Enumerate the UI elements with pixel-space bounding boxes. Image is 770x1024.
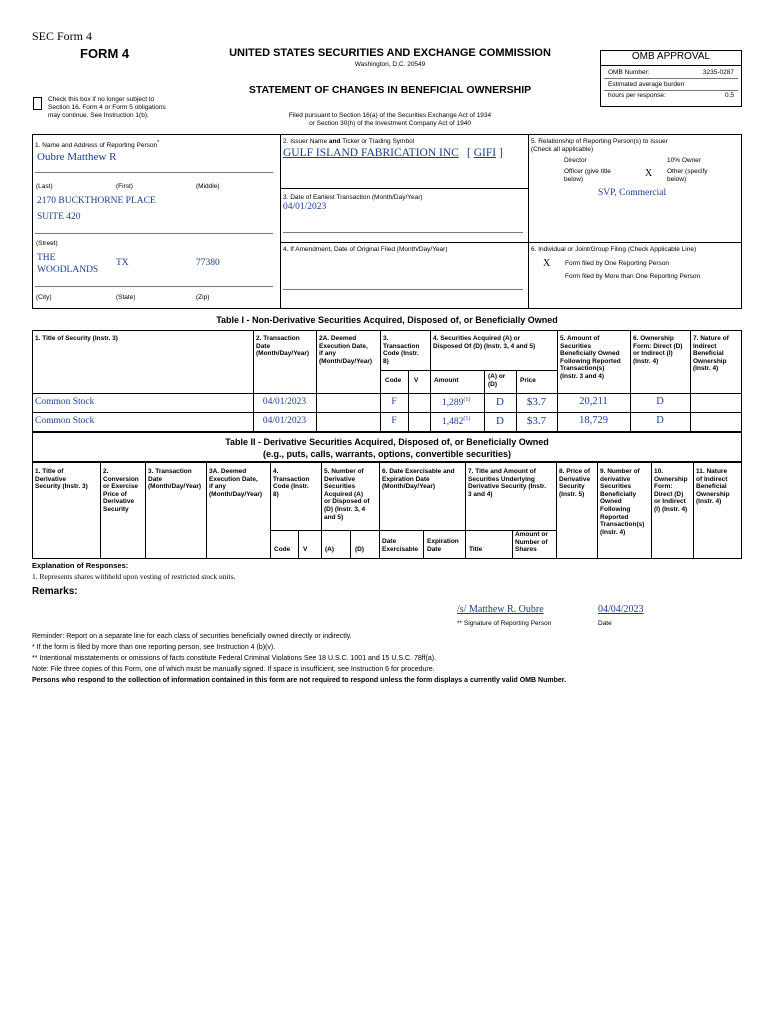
omb-burden: 0.5 — [724, 92, 734, 99]
t1-h2a: 2A. Deemed Execution Date, if any (Month/Day/Year) — [319, 335, 373, 365]
form-title: FORM 4 — [80, 46, 130, 61]
t2-sub-d: (D) — [355, 546, 365, 553]
t1-row1-price: $3.7 — [526, 396, 547, 408]
footnote-1: 1. Represents shares withheld upon vesting of restricted stock units. — [32, 572, 236, 581]
more-persons-label: Form filed by More than One Reporting Person — [565, 273, 701, 280]
t2-sub-title: Title — [469, 546, 483, 553]
section6-label: 6. Individual or Joint/Group Filing (Check Applicable Line) — [531, 246, 697, 253]
officer-title: SVP, Commercial — [598, 188, 667, 198]
director-label: Director — [564, 157, 587, 164]
t2-h2: 2. Conversion or Exercise Price of Derivative Security — [103, 468, 139, 513]
omb-number: 3235-0287 — [702, 69, 734, 76]
t1-row1-title: Common Stock — [35, 397, 95, 407]
section5-label: 5. Relationship of Reporting Person(s) to Issuer (Check all applicable) — [531, 138, 668, 153]
t1-row1-ad: D — [496, 396, 504, 408]
table1-title: Table I - Non-Derivative Securities Acquired, Disposed of, or Beneficially Owned — [216, 315, 558, 325]
t2-h8: 8. Price of Derivative Security (Instr. 5) — [559, 468, 591, 498]
t1-row2-amount: 1,482$^{(1)}$ — [442, 416, 471, 428]
t2-h4: 4. Transaction Code (Instr. 8) — [273, 468, 310, 498]
zip: 77380 — [196, 258, 220, 268]
t1-row2-title: Common Stock — [35, 416, 95, 426]
page-label: SEC Form 4 — [32, 29, 93, 43]
city-label: (City) — [36, 294, 52, 301]
t1-sub-ad: (A) or (D) — [488, 373, 506, 388]
street-line-2: SUITE 420 — [37, 212, 81, 222]
section3-label: 3. Date of Earliest Transaction (Month/Day/Year) — [283, 194, 423, 201]
section4-label: 4. If Amendment, Date of Original Filed (Month/Day/Year) — [283, 246, 448, 253]
checkbox-label: Check this box if no longer subject to Section 16. Form 4 or Form 5 obligations may continue. See Instruction 1(b). — [48, 96, 166, 119]
agency-name: UNITED STATES SECURITIES AND EXCHANGE COMMISSION — [229, 47, 551, 59]
t1-h3: 3. Transaction Code (Instr. 8) — [383, 335, 420, 365]
filed-pursuant-text: Filed pursuant to Section 16(a) of the Securities Exchange Act of 1934 or Section 30(h) of the Investment Company Act of 1940 — [288, 112, 492, 127]
t2-sub-code: Code — [274, 546, 291, 553]
t2-h6: 6. Date Exercisable and Expiration Date (Month/Day/Year) — [382, 468, 455, 491]
zip-label: (Zip) — [196, 294, 210, 301]
t1-row2-owned: 18,729 — [579, 415, 608, 426]
last-label: (Last) — [36, 183, 53, 190]
reporting-info-box — [32, 134, 742, 309]
t1-row2-price: $3.7 — [526, 415, 547, 427]
t2-h9: 9. Number of derivative Securities Beneficially Owned Following Reported Transaction(s) (Instr. 4) — [600, 468, 645, 536]
t2-sub-amount: Amount or Number of Shares — [515, 531, 548, 554]
date-label: Date — [598, 620, 612, 627]
section2-label: 2. Issuer Name and Ticker or Trading Symbol — [283, 138, 415, 145]
ticker-symbol: [ GIFI ] — [467, 147, 503, 159]
state: TX — [116, 258, 129, 268]
remarks-label: Remarks: — [32, 586, 78, 597]
section1-label: 1. Name and Address of Reporting Person* — [35, 140, 160, 150]
no-longer-subject-checkbox[interactable] — [33, 97, 42, 110]
earliest-transaction-date: 04/01/2023 — [283, 202, 327, 212]
t2-sub-v: V — [303, 546, 308, 553]
t1-h1: 1. Title of Security (Instr. 3) — [35, 335, 118, 342]
table2-title: Table II - Derivative Securities Acquired, Disposed of, or Beneficially Owned (e.g., puts, calls, warrants, options, convertible securities) — [225, 437, 549, 459]
signature-date: 04/04/2023 — [598, 604, 644, 615]
footer-notes: Reminder: Report on a separate line for each class of securities beneficially owned directly or indirectly. * If the form is filed by more than one reporting person, see Instruction 4 (b)(v). ** Intentional misstatements or omissions of facts constitute Federal Criminal Violations See 18 U.S.C. 1001 and 15 U.S.C. 78ff(a). Note: File three copies of this Form, one of which must be manually signed. If space is insufficient, see Instruction 6 for procedure. Persons who respond to the collection of information contained in this form are not required to respond unless the form displays a currently valid OMB Number. — [32, 633, 567, 684]
reporting-person-name: Oubre Matthew R — [37, 151, 117, 163]
state-label: (State) — [116, 294, 136, 301]
t1-row1-amount: 1,289$^{(1)}$ — [442, 397, 471, 409]
one-person-x-mark: X — [543, 258, 551, 269]
t1-row1-date: 04/01/2023 — [262, 397, 307, 407]
t1-sub-price: Price — [520, 377, 536, 384]
officer-label: Officer (give title below) — [564, 168, 611, 183]
omb-number-label: OMB Number: — [608, 69, 650, 76]
other-label: Other (specify below) — [667, 168, 708, 183]
t1-row2-code: F — [391, 416, 397, 426]
issuer-name[interactable]: GULF ISLAND FABRICATION INC — [283, 147, 459, 159]
ten-pct-owner-label: 10% Owner — [667, 157, 701, 164]
t2-h10: 10. Ownership Form: Direct (D) or Indirect (I) (Instr. 4) — [654, 468, 688, 513]
t2-h3: 3. Transaction Date (Month/Day/Year) — [148, 468, 202, 491]
t1-row1-code: F — [391, 397, 397, 407]
t1-h4: 4. Securities Acquired (A) or Disposed Of (D) (Instr. 3, 4 and 5) — [433, 335, 536, 350]
agency-city: Washington, D.C. 20549 — [354, 61, 426, 68]
t1-h2: 2. Transaction Date (Month/Day/Year) — [256, 335, 310, 358]
t2-h5: 5. Number of Derivative Securities Acquired (A) or Disposed of (D) (Instr. 3, 4 and 5) — [324, 468, 370, 521]
t2-h11: 11. Nature of Indirect Beneficial Ownership (Instr. 4) — [696, 468, 730, 506]
t1-row1-form: D — [656, 396, 664, 407]
t1-row2-ad: D — [496, 415, 504, 427]
t1-row1-owned: 20,211 — [579, 396, 608, 407]
signature-name: /s/ Matthew R. Oubre — [457, 604, 544, 615]
t2-h7: 7. Title and Amount of Securities Underlying Derivative Security (Instr. 3 and 4) — [468, 468, 547, 498]
one-person-label: Form filed by One Reporting Person — [565, 260, 670, 267]
t2-sub-expiration: Expiration Date — [427, 538, 459, 553]
omb-burden-label-2: hours per response: — [608, 92, 666, 99]
officer-x-mark: X — [645, 168, 653, 179]
signature-label: ** Signature of Reporting Person — [457, 620, 552, 627]
first-label: (First) — [116, 183, 133, 190]
t2-sub-a: (A) — [325, 546, 335, 553]
street-label: (Street) — [36, 240, 58, 247]
t2-h3a: 3A. Deemed Execution Date, if any (Month/Day/Year) — [209, 468, 263, 498]
middle-label: (Middle) — [196, 183, 220, 190]
t1-sub-v: V — [414, 377, 419, 384]
t1-row2-form: D — [656, 415, 664, 426]
explanation-label: Explanation of Responses: — [32, 561, 129, 570]
t1-h5: 5. Amount of Securities Beneficially Owned Following Reported Transaction(s) (Instr. 3 and 4) — [560, 335, 621, 380]
omb-title: OMB APPROVAL — [631, 51, 711, 62]
t1-h7: 7. Nature of Indirect Beneficial Ownership (Instr. 4) — [693, 335, 729, 373]
city: THE WOODLANDS — [37, 253, 99, 275]
t1-sub-amount: Amount — [434, 377, 459, 384]
t2-h1: 1. Title of Derivative Security (Instr. 3) — [35, 468, 88, 491]
t2-sub-exercisable: Date Exercisable — [382, 538, 419, 553]
t1-sub-code: Code — [385, 377, 402, 384]
omb-burden-label-1: Estimated average burden — [608, 81, 685, 88]
t1-row2-date: 04/01/2023 — [262, 416, 307, 426]
street-line-1: 2170 BUCKTHORNE PLACE — [37, 196, 156, 206]
statement-title: STATEMENT OF CHANGES IN BENEFICIAL OWNERSHIP — [248, 84, 532, 96]
t1-h6: 6. Ownership Form: Direct (D) or Indirect (I) (Instr. 4) — [633, 335, 683, 365]
